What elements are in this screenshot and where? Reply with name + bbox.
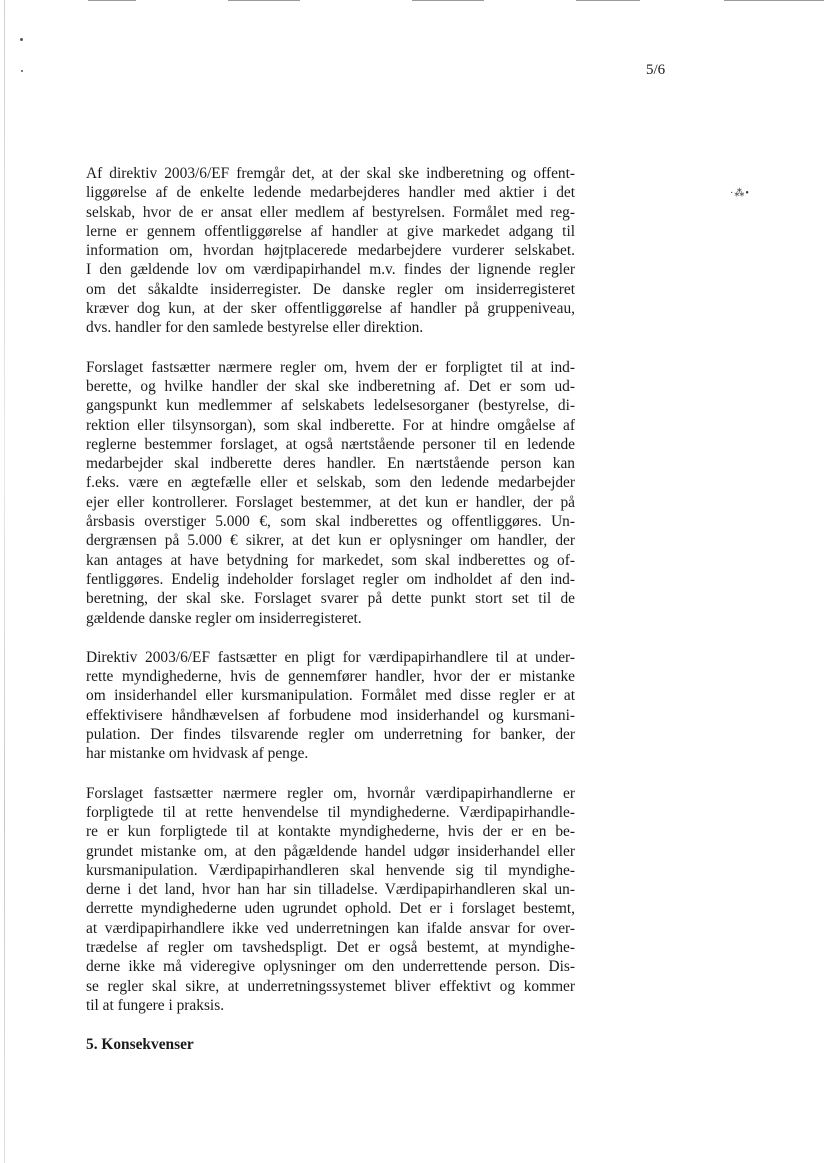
- text-line: årsbasis overstiger 5.000 €, som skal indberettes og offentliggøres. Un-: [86, 513, 575, 531]
- text-line: derrette myndighederne uden ugrundet ophold. Det er i forslaget bestemt,: [86, 900, 575, 918]
- text-line: beretning, der skal ske. Forslaget svarer på dette punkt stort set til de: [86, 590, 575, 608]
- paragraph-1: [86, 164, 575, 338]
- text-line: Forslaget fastsætter nærmere regler om, hvem der er forpligtet til at ind-: [86, 358, 575, 376]
- text-line: information om, hvordan højtplacerede medarbejdere vurderer selskabet.: [86, 242, 575, 260]
- text-line: re er kun forpligtede til at kontakte myndighederne, hvis der er en be-: [86, 823, 575, 841]
- text-line: selskab, hvor de er ansat eller medlem af bestyrelsen. Formålet med reg-: [86, 203, 575, 221]
- text-line: grundet mistanke om, at den pågældende handel udgør insiderhandel eller: [86, 842, 575, 860]
- scan-speck-cluster: ·⁂•: [730, 188, 750, 199]
- text-line: I den gældende lov om værdipapirhandel m.v. findes der lignende regler: [86, 261, 575, 279]
- scan-artifact-line: [724, 0, 824, 1]
- text-line: reglerne bestemmer forslaget, at også nærtstående personer til en ledende: [86, 435, 575, 453]
- text-line: Direktiv 2003/6/EF fastsætter en pligt for værdipapirhandlere til at under-: [86, 648, 575, 666]
- text-line: ejer eller kontrollerer. Forslaget bestemmer, at det kun er handler, der på: [86, 493, 575, 511]
- text-line: til at fungere i praksis.: [86, 996, 225, 1014]
- scan-artifact-line: [88, 0, 136, 1]
- text-line: lerne er gennem offentliggørelse af handler at give markedet adgang til: [86, 222, 575, 240]
- text-line: liggørelse af de enkelte ledende medarbejderes handler med aktier i det: [86, 184, 575, 202]
- scan-speck: [21, 70, 23, 72]
- text-line: har mistanke om hvidvask af penge.: [86, 745, 309, 763]
- text-line: gangspunkt kun medlemmer af selskabets ledelsesorganer (bestyrelse, di-: [86, 397, 575, 415]
- text-line: medarbejder skal indberette deres handler. En nærtstående person kan: [86, 455, 575, 473]
- text-line: pulation. Der findes tilsvarende regler om underretning for banker, der: [86, 726, 575, 744]
- text-line: Af direktiv 2003/6/EF fremgår det, at der skal ske indberetning og offent-: [86, 165, 575, 182]
- paragraph-4: [86, 784, 575, 1016]
- text-line: se regler skal sikre, at underretningssystemet bliver effektivt og kommer: [86, 977, 575, 995]
- text-line: fentliggøres. Endelig indeholder forslaget regler om indholdet af den ind-: [86, 570, 575, 588]
- scan-artifact-line: [412, 0, 484, 1]
- text-line: effektivisere håndhævelsen af forbudene mod insiderhandel og kursmani-: [86, 706, 575, 724]
- text-line: Forslaget fastsætter nærmere regler om, hvornår værdipapirhandlerne er: [86, 784, 575, 802]
- scan-artifact-line: [576, 0, 640, 1]
- text-line: gældende danske regler om insiderregisteret.: [86, 609, 362, 627]
- text-line: om det såkaldte insiderregister. De danske regler om insiderregisteret: [86, 280, 575, 298]
- text-line: kræver dog kun, at der sker offentliggørelse af handler på gruppeniveau,: [86, 300, 575, 318]
- section-heading: 5. Konsekvenser: [86, 1036, 194, 1054]
- text-line: dvs. handler for den samlede bestyrelse eller direktion.: [86, 319, 424, 337]
- text-line: at værdipapirhandlere ikke ved underretningen kan ifalde ansvar for over-: [86, 919, 575, 937]
- text-line: trædelse af regler om tavshedspligt. Det er også bestemt, at myndighe-: [86, 938, 575, 956]
- text-line: dergrænsen på 5.000 € sikrer, at det kun er oplysninger om handler, der: [86, 532, 575, 550]
- scan-speck: [20, 38, 23, 41]
- text-line: kursmanipulation. Værdipapirhandleren skal henvende sig til myndighe-: [86, 861, 575, 879]
- text-line: f.eks. være en ægtefælle eller et selskab, som den ledende medarbejder: [86, 474, 575, 492]
- paragraph-2: [86, 358, 575, 628]
- text-line: kan antages at have betydning for markedet, som skal indberettes og of-: [86, 551, 575, 569]
- text-line: rette myndighederne, hvis de gennemfører handler, hvor der er mistanke: [86, 668, 575, 686]
- text-line: rektion eller tilsynsorgan), som skal indberette. For at hindre omgåelse af: [86, 416, 575, 434]
- text-line: forpligtede til at rette henvendelse til myndighederne. Værdipapirhandle-: [86, 803, 575, 821]
- text-line: derne i det land, hvor han har sin tilladelse. Værdipapirhandleren skal un-: [86, 881, 575, 899]
- scan-page-edge: [4, 0, 5, 1163]
- text-line: derne ikke må videregive oplysninger om den underrettende person. Dis-: [86, 958, 575, 976]
- text-line: om insiderhandel eller kursmanipulation. Formålet med disse regler er at: [86, 687, 575, 705]
- text-line: berette, og hvilke handler der skal ske indberetning af. Det er som ud-: [86, 377, 575, 395]
- scan-artifact-line: [228, 0, 300, 1]
- paragraph-3: [86, 648, 575, 764]
- document-body: [86, 164, 575, 1054]
- page-number: 5/6: [646, 62, 666, 78]
